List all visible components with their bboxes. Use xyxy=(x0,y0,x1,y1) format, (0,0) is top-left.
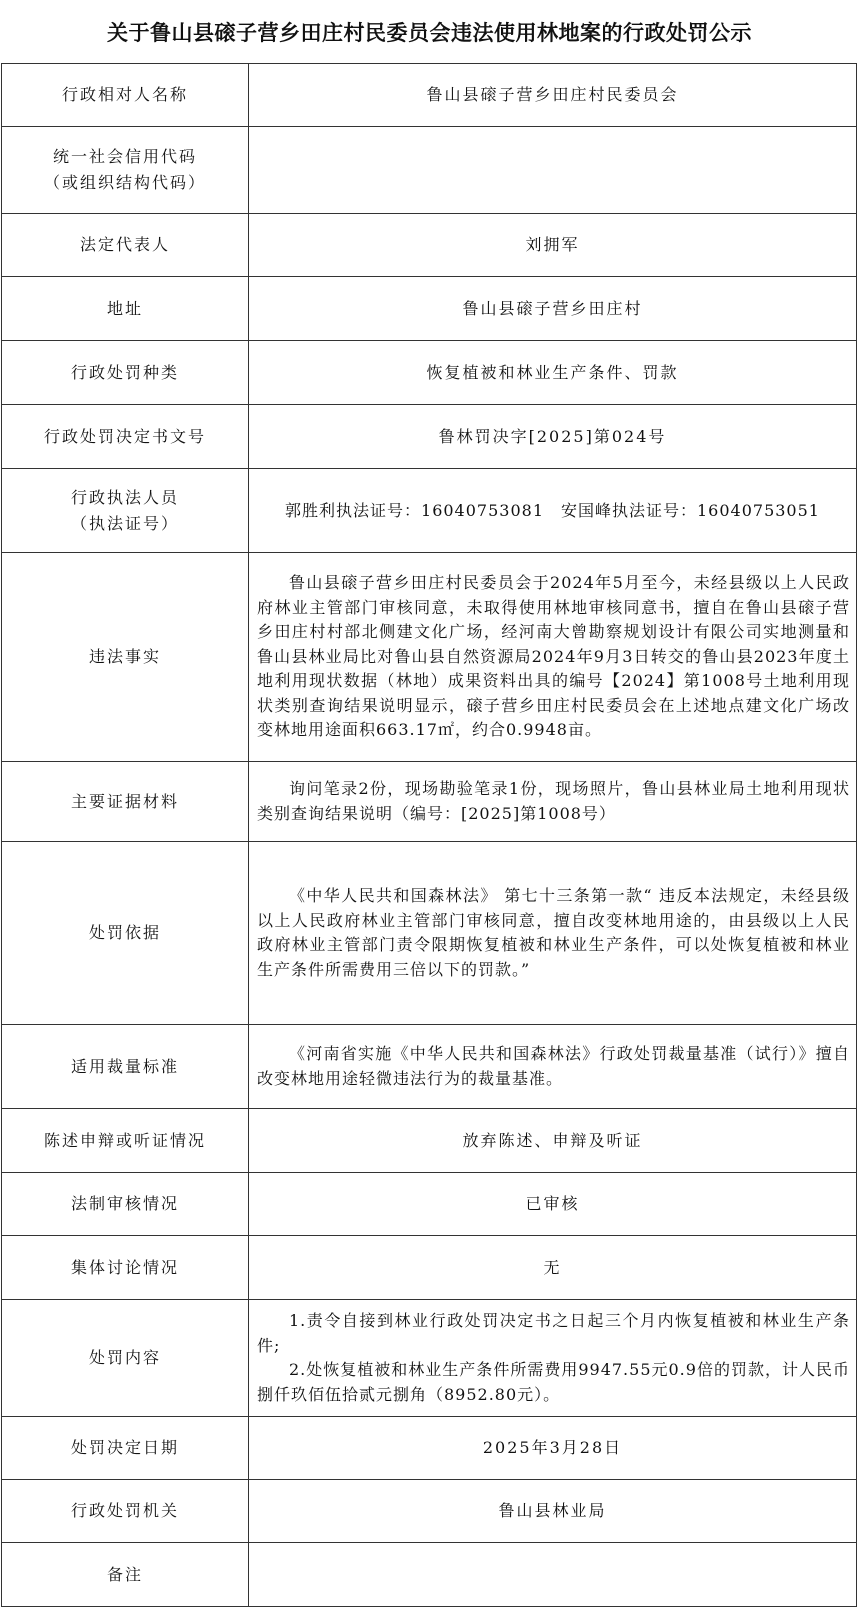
value-hearing: 放弃陈述、申辩及听证 xyxy=(249,1109,857,1173)
value-standard xyxy=(249,1025,857,1109)
value-content xyxy=(249,1300,857,1417)
facts-text: 鲁山县磙子营乡田庄村民委员会于2024年5月至今，未经县级以上人民政府林业主管部门审核同意，未取得使用林地审核同意书，擅自在鲁山县磙子营乡田庄村村部北侧建文化广场，经河南大曾勘察规划设计有限公司实地测量和鲁山县林业局比对鲁山县自然资源局2024年9月3日转交的鲁山县2023年度土地利用现状数据（林地）成果资料出具的编号【2024】第1008号土地利用现状类别查询结果说明显示，磙子营乡田庄村民委员会在上述地点建文化广场改变林地用途面积663.17㎡，约合0.9948亩。 xyxy=(257,573,850,740)
label-hearing: 陈述申辩或听证情况 xyxy=(2,1109,249,1173)
table-row xyxy=(2,553,857,762)
table-row xyxy=(2,1543,857,1607)
basis-text: 《中华人民共和国森林法》 第七十三条第一款“ 违反本法规定，未经县级以上人民政府林业主管部门审核同意，擅自改变林地用途的，由县级以上人民政府林业主管部门责令限期恢复植被和林业生产条件，可以处恢复植被和林业生产条件所需费用三倍以下的罚款。” xyxy=(257,886,850,979)
label-authority: 行政处罚机关 xyxy=(2,1480,249,1543)
evidence-text: 询问笔录2份，现场勘验笔录1份，现场照片，鲁山县林业局土地利用现状类别查询结果说明（编号：[2025]第1008号） xyxy=(257,779,850,823)
label-penalty-type: 行政处罚种类 xyxy=(2,341,249,405)
value-penalty-type: 恢复植被和林业生产条件、罚款 xyxy=(249,341,857,405)
label-officers xyxy=(2,469,249,553)
value-legal-review: 已审核 xyxy=(249,1173,857,1236)
table-row xyxy=(2,762,857,842)
label-decision-date: 处罚决定日期 xyxy=(2,1417,249,1480)
label-remarks: 备注 xyxy=(2,1543,249,1607)
value-remarks xyxy=(249,1543,857,1607)
penalty-notice-table xyxy=(1,63,857,1607)
content-item-2: 2.处恢复植被和林业生产条件所需费用9947.55元0.9倍的罚款，计人民币捌仟玖佰伍拾贰元捌角（8952.80元）。 xyxy=(257,1360,850,1404)
table-row xyxy=(2,127,857,214)
table-row xyxy=(2,1300,857,1417)
table-row xyxy=(2,842,857,1025)
table-row xyxy=(2,1236,857,1300)
label-basis: 处罚依据 xyxy=(2,842,249,1025)
label-facts: 违法事实 xyxy=(2,553,249,762)
label-officers-line2: （执法证号） xyxy=(70,513,179,533)
value-address: 鲁山县磙子营乡田庄村 xyxy=(249,277,857,341)
label-content: 处罚内容 xyxy=(2,1300,249,1417)
table-row xyxy=(2,341,857,405)
label-standard: 适用裁量标准 xyxy=(2,1025,249,1109)
table-row xyxy=(2,469,857,553)
table-row xyxy=(2,405,857,469)
label-credit-code-line2: （或组织结构代码） xyxy=(43,173,206,192)
label-evidence: 主要证据材料 xyxy=(2,762,249,842)
label-credit-code-line1: 统一社会信用代码 xyxy=(52,147,197,166)
value-decision-date: 2025年3月28日 xyxy=(249,1417,857,1480)
label-credit-code xyxy=(2,127,249,214)
value-legal-rep: 刘拥军 xyxy=(249,214,857,277)
table-row xyxy=(2,277,857,341)
label-collective: 集体讨论情况 xyxy=(2,1236,249,1300)
content-item-1: 1.责令自接到林业行政处罚决定书之日起三个月内恢复植被和林业生产条件; xyxy=(257,1311,850,1355)
table-row xyxy=(2,1109,857,1173)
table-row xyxy=(2,1480,857,1543)
label-address: 地址 xyxy=(2,277,249,341)
label-decision-no: 行政处罚决定书文号 xyxy=(2,405,249,469)
table-row xyxy=(2,64,857,127)
value-collective: 无 xyxy=(249,1236,857,1300)
value-evidence xyxy=(249,762,857,842)
value-officers: 郭胜利执法证号：16040753081 安国峰执法证号：16040753051 xyxy=(249,469,857,553)
table-row xyxy=(2,1025,857,1109)
table-row xyxy=(2,1417,857,1480)
value-credit-code xyxy=(249,127,857,214)
value-decision-no: 鲁林罚决字[2025]第024号 xyxy=(249,405,857,469)
label-party-name: 行政相对人名称 xyxy=(2,64,249,127)
value-authority: 鲁山县林业局 xyxy=(249,1480,857,1543)
page-title: 关于鲁山县磙子营乡田庄村民委员会违法使用林地案的行政处罚公示 xyxy=(107,20,752,45)
label-legal-review: 法制审核情况 xyxy=(2,1173,249,1236)
label-legal-rep: 法定代表人 xyxy=(2,214,249,277)
label-officers-line1: 行政执法人员 xyxy=(70,487,179,507)
value-basis xyxy=(249,842,857,1025)
standard-text: 《河南省实施《中华人民共和国森林法》行政处罚裁量基准（试行）》擅自改变林地用途轻微违法行为的裁量基准。 xyxy=(257,1044,850,1088)
table-row xyxy=(2,214,857,277)
table-row xyxy=(2,1173,857,1236)
value-facts xyxy=(249,553,857,762)
value-party-name: 鲁山县磙子营乡田庄村民委员会 xyxy=(249,64,857,127)
